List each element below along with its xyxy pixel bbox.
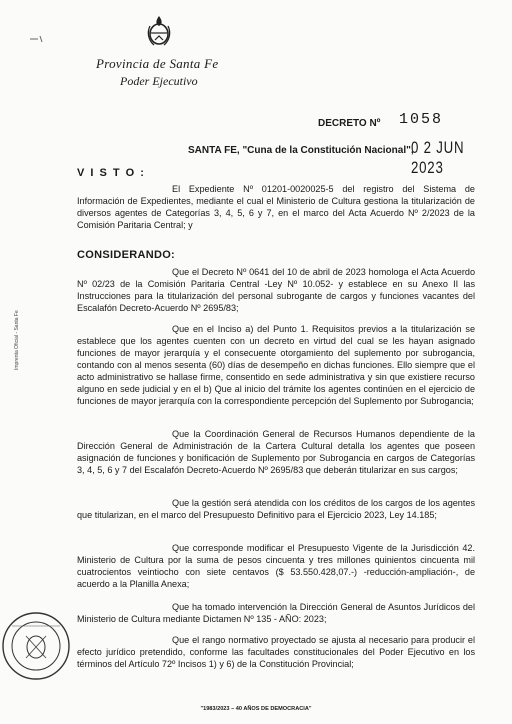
corner-mark-icon — [28, 34, 46, 44]
decree-number: 1058 — [399, 111, 444, 128]
considerando-paragraph-4: Que la gestión será atendida con los créditos de los cargos de los agentes que titularizan, en el marco del Presupuesto Definitivo para el Ejercicio 2023, Ley 14.185; — [77, 498, 475, 520]
considerando-paragraph-3: Que la Coordinación General de Recursos Humanos dependiente de la Dirección General de Administración de la Cartera Cultural detalla los agentes que poseen asignación de funciones y bonificación de Suplemento por Subrogancia en cargos de Categorías 3, 4, 5, 6 y 7 del Escalafón Decreto-Acuerdo Nº 2695/83 que deberán titularizar en sus cargos; — [77, 429, 475, 475]
considerando-paragraph-1: Que el Decreto Nº 0641 del 10 de abril de 2023 homologa el Acta Acuerdo Nº 02/23 de la Comisión Paritaria Central -Ley Nº 10.052- y establece en su Anexo II las Instrucciones para la titularización del personal subrogante de cargos y funciones vacantes del Escalafón Decreto-Acuerdo Nº 2695/83; — [77, 267, 475, 313]
decree-label: DECRETO Nº — [318, 118, 381, 129]
city-line: SANTA FE, "Cuna de la Constitución Nacional", — [188, 145, 414, 156]
visto-heading: V I S T O : — [77, 167, 146, 179]
considerando-paragraph-6: Que ha tomado intervención la Dirección General de Asuntos Jurídicos del Ministerio de Cultura mediante Dictamen Nº 135 - AÑO: 2023; — [77, 602, 475, 624]
executive-power-name: Poder Ejecutivo — [120, 74, 198, 88]
decree-date: 0 2 JUN 2023 — [411, 138, 465, 177]
considerando-paragraph-2: Que en el Inciso a) del Punto 1. Requisitos previos a la titularización se establece que los agentes cuenten con un decreto en virtud del cual se les hayan asignado funciones de mayor jerarquía y el consecuente otorgamiento del suplemento por subrogancia, contando con al menos sesenta (60) días de desempeño en dichas funciones. Ello siempre que el acto administrativo se hallase firme, consentido en sede administrativa y sin que existiere recurso alguno en sede judicial y en el b) Que al inicio del trámite los agentes continúen en el ejercicio de funciones de mayor jerarquía con la correspondiente percepción del Suplemento por Subrogancia; — [77, 324, 475, 406]
considerando-paragraph-5: Que corresponde modificar el Presupuesto Vigente de la Jurisdicción 42. Ministerio de Cultura por la suma de pesos cincuenta y tres millones quinientos cincuenta mil cuatrocientos veintiocho con siete centavos ($ 53.550.428,07.-) -reducción-ampliación-, de acuerdo a la Planilla Anexa; — [77, 543, 475, 589]
footer-motto: "1983/2023 – 40 AÑOS DE DEMOCRACIA" — [200, 706, 312, 712]
visto-paragraph: El Expediente Nº 01201-0020025-5 del registro del Sistema de Información de Expedientes, mediante el cual el Ministerio de Cultura gestiona la titularización de diversos agentes de Categorías 3, 4, 5, 6 y 7, en el marco del Acta Acuerdo Nº 2/2023 de la Comisión Paritaria Central; y — [77, 184, 475, 230]
considerando-paragraph-7: Que el rango normativo proyectado se ajusta al necesario para producir el efecto jurídico pretendido, conforme las facultades constitucionales del Poder Ejecutivo en los términos del Artículo 72º Incisos 1) y 6) de la Constitución Provincial; — [77, 635, 475, 669]
province-name: Provincia de Santa Fe — [96, 56, 219, 71]
printer-side-text: Imprenta Oficial - Santa Fe — [14, 310, 20, 370]
considerando-heading: CONSIDERANDO: — [77, 249, 176, 261]
official-seal-stamp — [0, 596, 82, 688]
province-crest-icon — [146, 14, 172, 48]
